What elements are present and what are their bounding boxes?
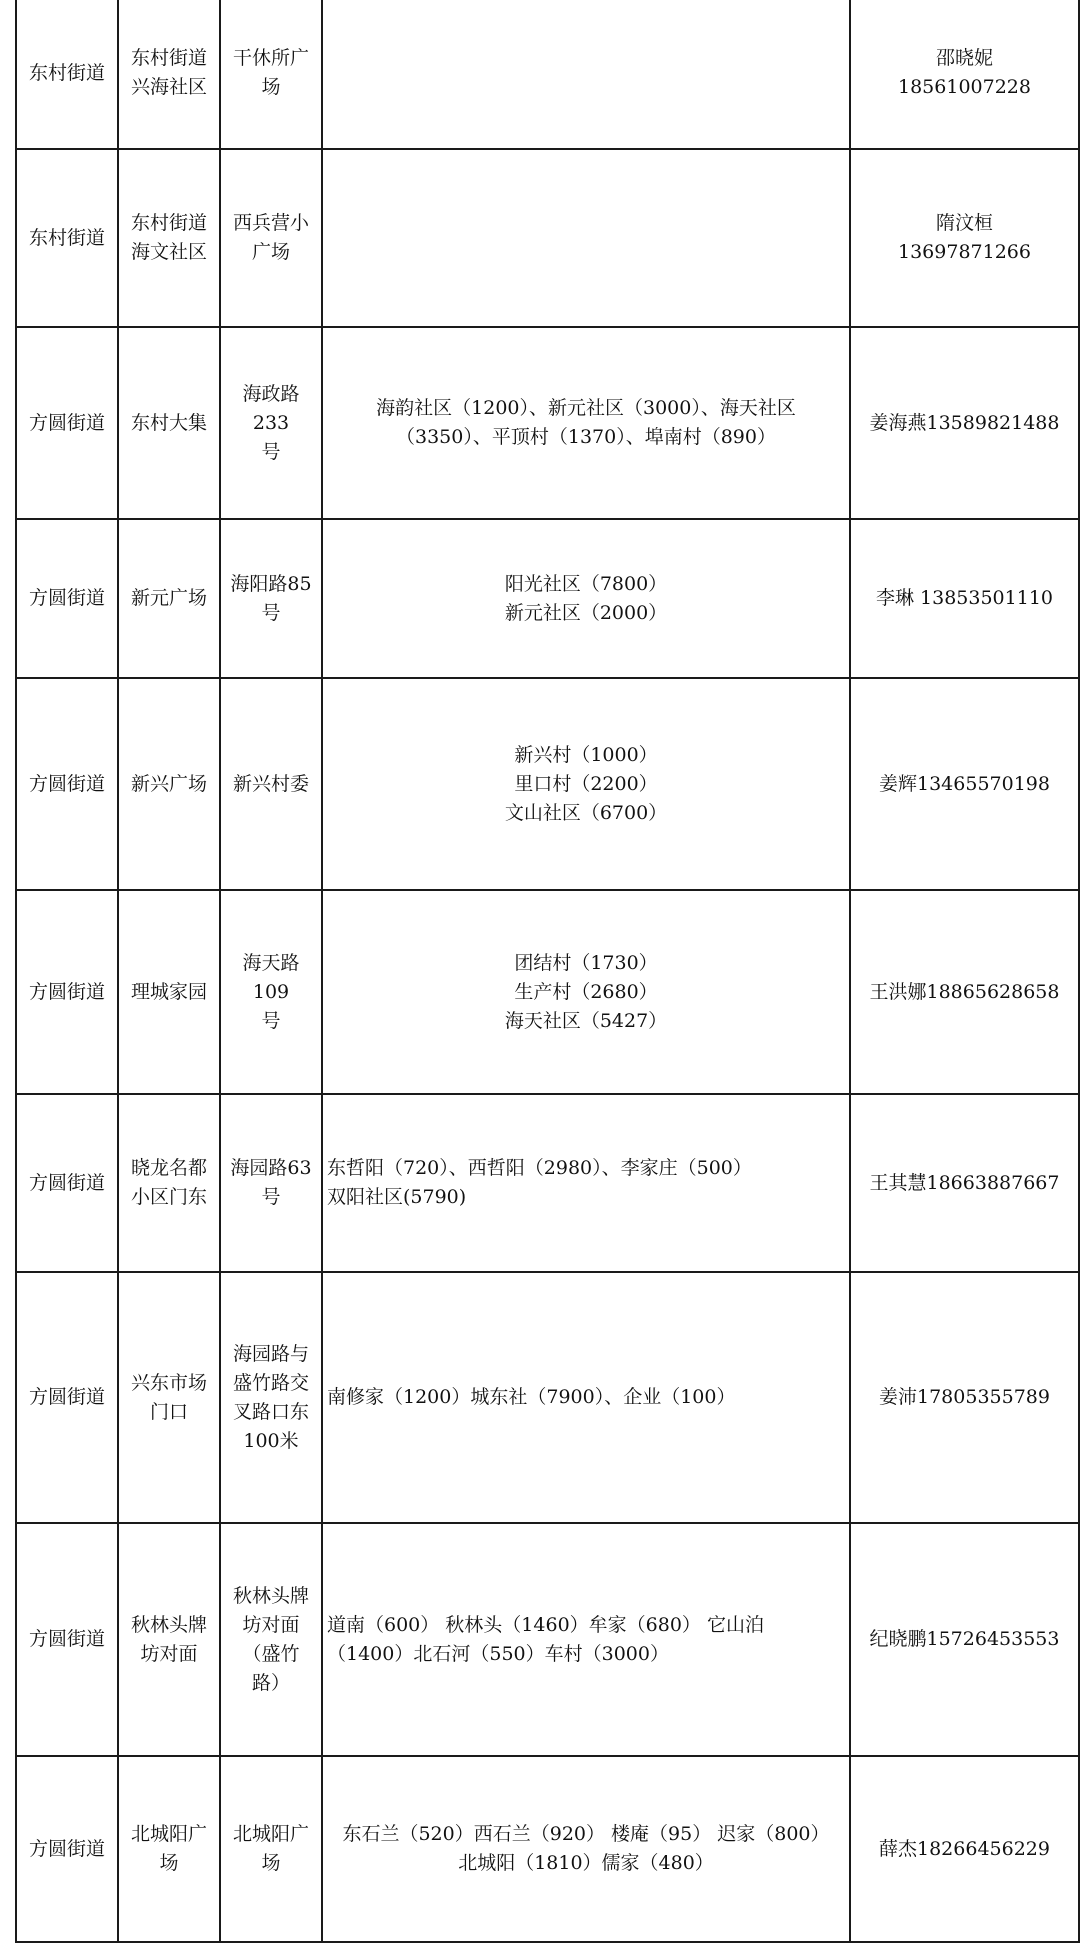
- table-row: [16, 890, 1079, 1094]
- contact-cell: 李琳 13853501110: [850, 519, 1079, 678]
- street-cell: 方圆街道: [16, 678, 118, 890]
- coverage-cell: 南修家（1200）城东社（7900）、企业（100）: [322, 1272, 850, 1523]
- document-page: [15, 0, 1078, 1943]
- contact-cell: 邵晓妮 18561007228: [850, 0, 1079, 149]
- table-row: [16, 0, 1079, 149]
- street-cell: 方圆街道: [16, 890, 118, 1094]
- site-name-cell: 新兴广场: [118, 678, 220, 890]
- table-row: [16, 1523, 1079, 1756]
- contact-cell: 王其慧18663887667: [850, 1094, 1079, 1272]
- address-cell: 西兵营小 广场: [220, 149, 322, 327]
- contact-cell: 王洪娜18865628658: [850, 890, 1079, 1094]
- address-cell: 干休所广 场: [220, 0, 322, 149]
- site-name-cell: 秋林头牌 坊对面: [118, 1523, 220, 1756]
- address-cell: 新兴村委: [220, 678, 322, 890]
- site-name-cell: 东村街道 海文社区: [118, 149, 220, 327]
- coverage-cell: [322, 0, 850, 149]
- address-cell: 海园路与 盛竹路交 叉路口东 100米: [220, 1272, 322, 1523]
- street-cell: 东村街道: [16, 0, 118, 149]
- table-row: [16, 519, 1079, 678]
- street-cell: 东村街道: [16, 149, 118, 327]
- table-row: [16, 1272, 1079, 1523]
- contact-cell: 姜辉13465570198: [850, 678, 1079, 890]
- table-row: [16, 327, 1079, 519]
- site-name-cell: 晓龙名都 小区门东: [118, 1094, 220, 1272]
- street-cell: 方圆街道: [16, 519, 118, 678]
- address-cell: 海园路63 号: [220, 1094, 322, 1272]
- coverage-cell: 道南（600） 秋林头（1460）牟家（680） 它山泊 （1400）北石河（550）车村（3000）: [322, 1523, 850, 1756]
- street-cell: 方圆街道: [16, 1523, 118, 1756]
- site-name-cell: 东村大集: [118, 327, 220, 519]
- site-name-cell: 北城阳广 场: [118, 1756, 220, 1942]
- address-cell: 海天路109 号: [220, 890, 322, 1094]
- site-name-cell: 新元广场: [118, 519, 220, 678]
- table-row: [16, 1756, 1079, 1942]
- coverage-cell: 团结村（1730） 生产村（2680） 海天社区（5427）: [322, 890, 850, 1094]
- table-row: [16, 149, 1079, 327]
- coverage-cell: 东石兰（520）西石兰（920） 楼庵（95） 迟家（800） 北城阳（1810）儒家（480）: [322, 1756, 850, 1942]
- contact-cell: 姜沛17805355789: [850, 1272, 1079, 1523]
- contact-cell: 薛杰18266456229: [850, 1756, 1079, 1942]
- site-table: [15, 0, 1080, 1943]
- site-name-cell: 理城家园: [118, 890, 220, 1094]
- coverage-cell: [322, 149, 850, 327]
- street-cell: 方圆街道: [16, 327, 118, 519]
- table-body: [16, 0, 1079, 1942]
- table-row: [16, 1094, 1079, 1272]
- coverage-cell: 新兴村（1000） 里口村（2200） 文山社区（6700）: [322, 678, 850, 890]
- coverage-cell: 阳光社区（7800） 新元社区（2000）: [322, 519, 850, 678]
- street-cell: 方圆街道: [16, 1094, 118, 1272]
- site-name-cell: 兴东市场 门口: [118, 1272, 220, 1523]
- contact-cell: 姜海燕13589821488: [850, 327, 1079, 519]
- street-cell: 方圆街道: [16, 1756, 118, 1942]
- street-cell: 方圆街道: [16, 1272, 118, 1523]
- address-cell: 北城阳广 场: [220, 1756, 322, 1942]
- address-cell: 秋林头牌 坊对面 （盛竹 路）: [220, 1523, 322, 1756]
- address-cell: 海政路233 号: [220, 327, 322, 519]
- contact-cell: 纪晓鹏15726453553: [850, 1523, 1079, 1756]
- contact-cell: 隋汶桓 13697871266: [850, 149, 1079, 327]
- coverage-cell: 海韵社区（1200）、新元社区（3000）、海天社区 （3350）、平顶村（1370）、埠南村（890）: [322, 327, 850, 519]
- table-row: [16, 678, 1079, 890]
- address-cell: 海阳路85 号: [220, 519, 322, 678]
- coverage-cell: 东哲阳（720）、西哲阳（2980）、李家庄（500） 双阳社区(5790): [322, 1094, 850, 1272]
- site-name-cell: 东村街道 兴海社区: [118, 0, 220, 149]
